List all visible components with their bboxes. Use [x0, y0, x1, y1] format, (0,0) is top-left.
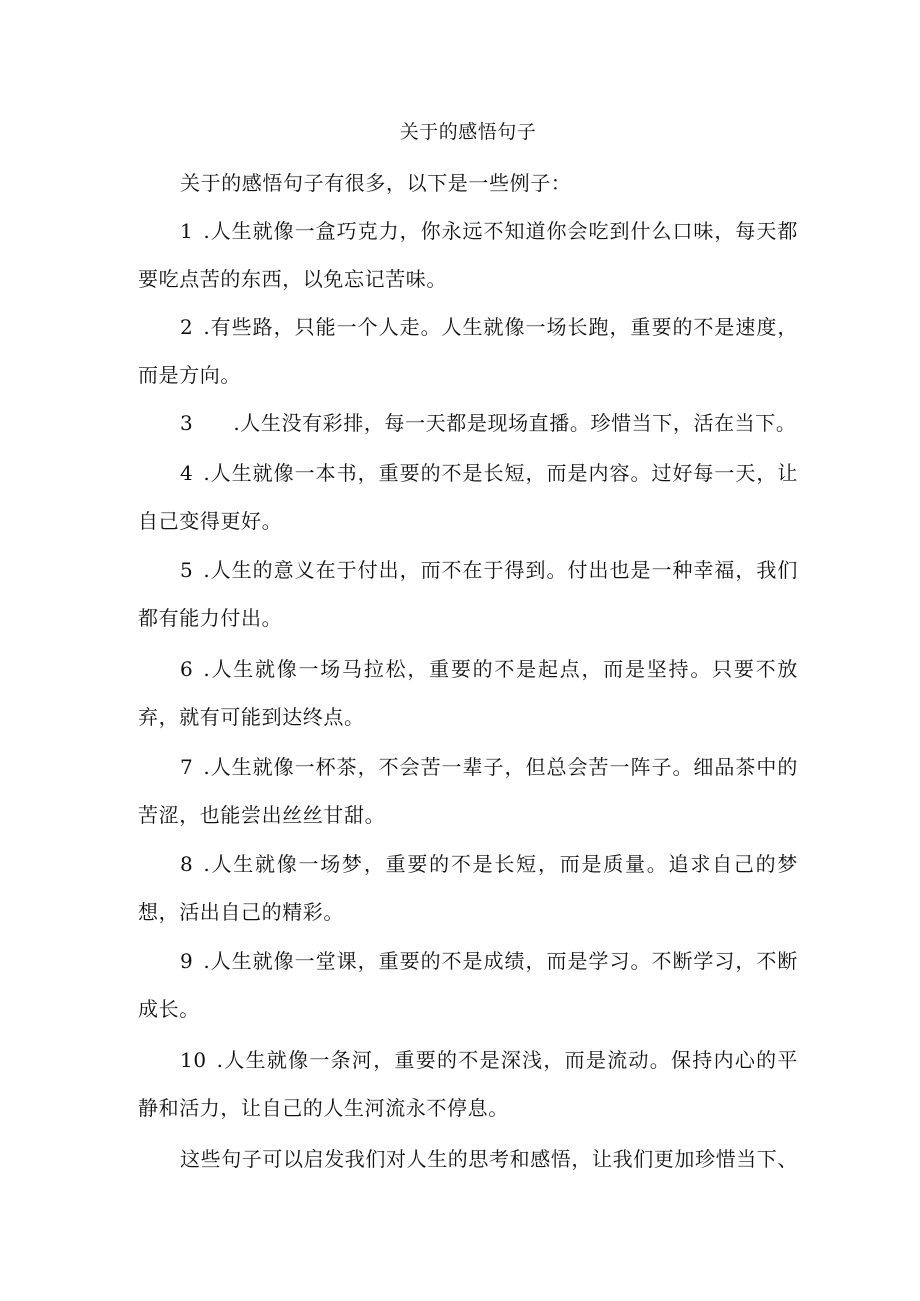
list-item	[138, 546, 798, 642]
intro-paragraph: 关于的感悟句子有很多，以下是一些例子：	[180, 171, 572, 195]
list-item	[138, 399, 798, 447]
item-number: 8	[180, 852, 194, 876]
item-text: .人生就像一场梦，重要的不是长短，而是质量。追求自己的梦想，活出自己的精彩。	[138, 852, 798, 924]
item-number: 1	[180, 219, 194, 243]
item-text: .有些路，只能一个人走。人生就像一场长跑，重要的不是速度，而是方向。	[138, 315, 798, 387]
item-number: 6	[180, 657, 194, 681]
closing-paragraph: 这些句子可以启发我们对人生的思考和感悟，让我们更加珍惜当下、	[180, 1147, 798, 1171]
item-number: 3	[180, 411, 194, 435]
item-number: 5	[180, 558, 194, 582]
item-text: .人生的意义在于付出，而不在于得到。付出也是一种幸福，我们都有能力付出。	[138, 558, 798, 630]
item-text: .人生就像一本书，重要的不是长短，而是内容。过好每一天，让自己变得更好。	[138, 461, 798, 533]
item-text: .人生没有彩排，每一天都是现场直播。珍惜当下，活在当下。	[233, 411, 797, 435]
item-number: 4	[180, 461, 194, 485]
item-text: .人生就像一场马拉松，重要的不是起点，而是坚持。只要不放弃，就有可能到达终点。	[138, 657, 798, 729]
list-item	[138, 207, 798, 303]
item-number: 2	[180, 315, 194, 339]
item-text: .人生就像一盒巧克力，你永远不知道你会吃到什么口味，每天都要吃点苦的东西，以免忘记苦味。	[138, 219, 798, 291]
list-item	[138, 743, 798, 839]
item-text: .人生就像一杯茶，不会苦一辈子，但总会苦一阵子。细品茶中的苦涩，也能尝出丝丝甘甜。	[138, 755, 798, 827]
item-number: 9	[180, 949, 194, 973]
item-text: .人生就像一堂课，重要的不是成绩，而是学习。不断学习，不断成长。	[138, 949, 798, 1021]
list-item	[138, 303, 798, 399]
item-number: 10	[180, 1048, 207, 1072]
item-number: 7	[180, 755, 194, 779]
item-text: .人生就像一条河，重要的不是深浅，而是流动。保持内心的平静和活力，让自己的人生河流永不停息。	[138, 1048, 798, 1120]
list-item	[138, 937, 798, 1033]
document-title: 关于的感悟句子	[399, 121, 537, 143]
list-item	[138, 1036, 798, 1132]
list-item	[138, 840, 798, 936]
document-page	[138, 0, 798, 1301]
list-item	[138, 645, 798, 741]
list-item	[138, 449, 798, 545]
